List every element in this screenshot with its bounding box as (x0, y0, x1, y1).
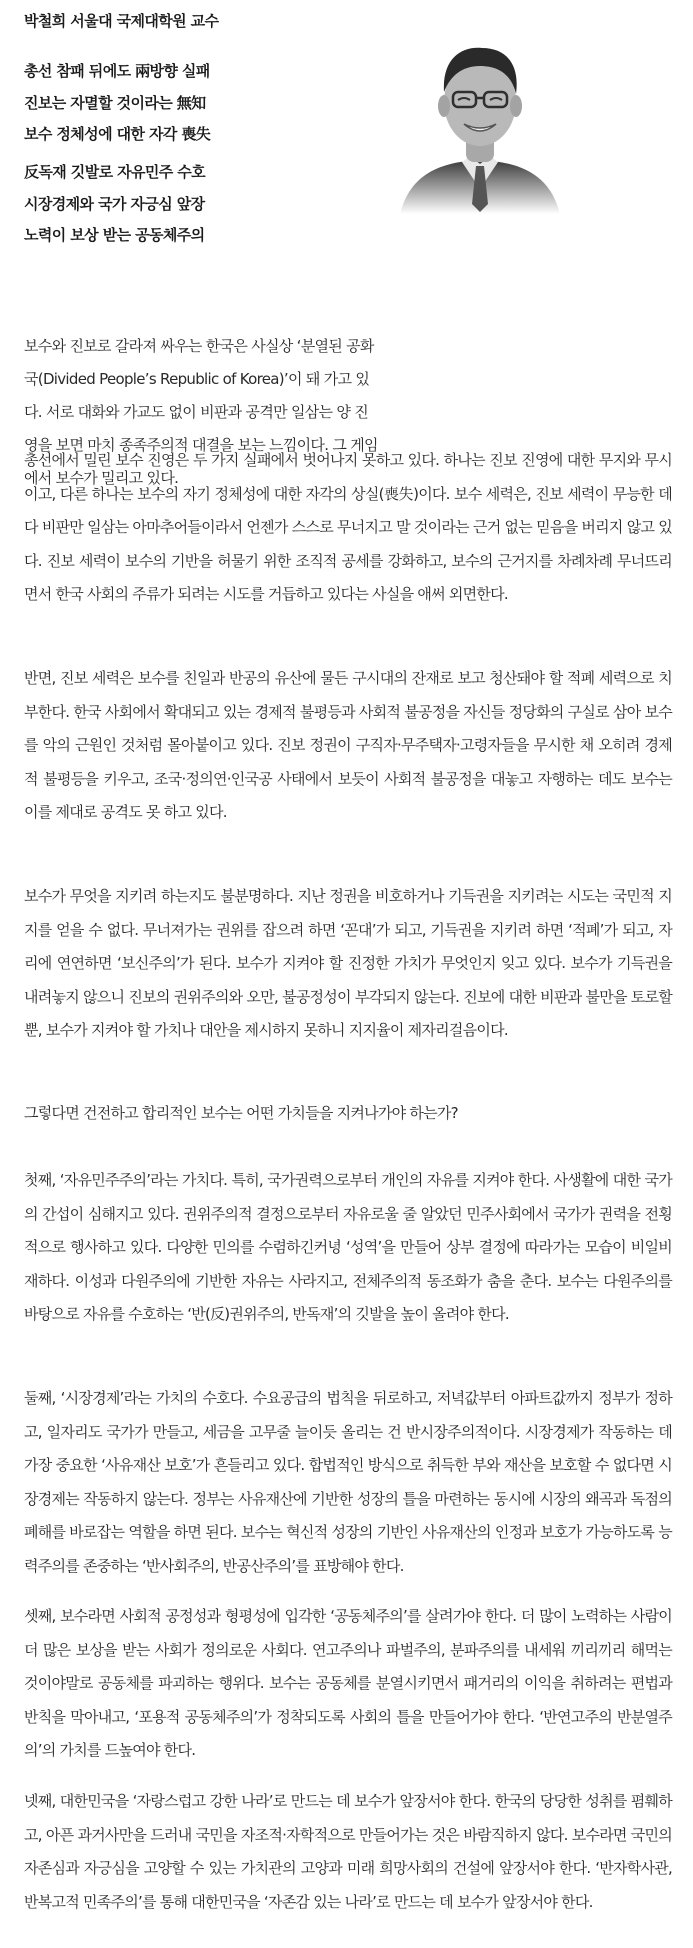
author-portrait (390, 14, 570, 214)
body-paragraph: 반면, 진보 세력은 보수를 친일과 반공의 유산에 물든 구시대의 잔재로 보고 청산돼야 할 적폐 세력으로 치부한다. 한국 사회에서 확대되고 있는 경제적 불평등과 사회적 불공정을 자신들 정당화의 구실로 삼아 보수를 악의 근원인 것처럼 몰아붙이고 있다. 진보 정권이 구직자·무주택자·고령자들을 무시한 채 오히려 경제적 불평등을 키우고, 조국·정의연·인국공 사태에서 보듯이 사회적 불공정을 대놓고 자행하는 데도 보수는 이를 제대로 공격도 못 하고 있다. (24, 669, 672, 821)
subheading-block-2 (24, 157, 205, 252)
subheading-line: 노력이 보상 받는 공동체주의 (24, 226, 205, 244)
body-paragraph: 셋째, 보수라면 사회적 공정성과 형평성에 입각한 ‘공동체주의’를 살려가야 한다. 더 많이 노력하는 사람이 더 많은 보상을 받는 사회가 정의로운 사회다. 연고주의나 파벌주의, 분파주의를 내세워 끼리끼리 해먹는 것이야말로 공동체를 파괴하는 행위다. 보수는 공동체를 분열시키면서 패거리의 이익을 취하려는 편법과 반칙을 막아내고, ‘포용적 공동체주의’가 정착되도록 사회의 틀을 만들어가야 한다. ‘반연고주의 반분열주의’의 가치를 드높여야 한다. (24, 1607, 672, 1759)
body-paragraph: 총선에서 밀린 보수 진영은 두 가지 실패에서 벗어나지 못하고 있다. 하나는 진보 진영에 대한 무지와 무시이고, 다른 하나는 보수의 자기 정체성에 대한 자각의 상실(喪失)이다. 보수 세력은, 진보 세력이 무능한 데다 비판만 일삼는 아마추어들이라서 언젠가 스스로 무너지고 말 것이라는 근거 없는 믿음을 버리지 않고 있다. 진보 세력이 보수의 기반을 허물기 위한 조직적 공세를 강화하고, 보수의 근거지를 차례차례 무너뜨리면서 한국 사회의 주류가 되려는 시도를 거듭하고 있다는 사실을 애써 외면한다. (24, 451, 672, 603)
body-paragraph: 둘째, ‘시장경제’라는 가치의 수호다. 수요공급의 법칙을 뒤로하고, 저녁값부터 아파트값까지 정부가 정하고, 일자리도 국가가 만들고, 세금을 고무줄 늘이듯 올리는 건 반시장주의적이다. 시장경제가 작동하는 데 가장 중요한 ‘사유재산 보호’가 흔들리고 있다. 합법적인 방식으로 취득한 부와 재산을 보호할 수 없다면 시장경제는 작동하지 않는다. 정부는 사유재산에 기반한 성장의 틀을 마련하는 동시에 시장의 왜곡과 독점의 폐해를 바로잡는 역할을 하면 된다. 보수는 혁신적 성장의 기반인 사유재산의 인정과 보호가 가능하도록 능력주의를 존중하는 ‘반사회주의, 반공산주의’를 표방해야 한다. (24, 1389, 672, 1575)
subheading-block-1 (24, 56, 210, 151)
author-byline: 박철희 서울대 국제대학원 교수 (24, 12, 219, 30)
subheading-line: 시장경제와 국가 자긍심 앞장 (24, 194, 205, 213)
body-paragraph: 그렇다면 건전하고 합리적인 보수는 어떤 가치들을 지켜나가야 하는가? (24, 1104, 458, 1122)
subheading-line: 총선 참패 뒤에도 兩방향 실패 (24, 62, 210, 80)
subheading-line: 진보는 자멸할 것이라는 無知 (24, 93, 206, 112)
subheading-line: 反독재 깃발로 자유민주 수호 (24, 163, 206, 181)
body-paragraph: 첫째, ‘자유민주주의’라는 가치다. 특히, 국가권력으로부터 개인의 자유를 지켜야 한다. 사생활에 대한 국가의 간섭이 심해지고 있다. 권위주의적 결정으로부터 자유로울 줄 알았던 민주사회에서 국가가 권력을 전횡적으로 행사하고 있다. 다양한 민의를 수렴하긴커녕 ‘성역’을 만들어 상부 결정에 따라가는 모습이 비일비재하다. 이성과 다원주의에 기반한 자유는 사라지고, 전체주의적 동조화가 춤을 춘다. 보수는 다원주의를 바탕으로 자유를 수호하는 ‘반(反)권위주의, 반독재’의 깃발을 높이 올려야 한다. (24, 1171, 672, 1323)
body-paragraph: 넷째, 대한민국을 ‘자랑스럽고 강한 나라’로 만드는 데 보수가 앞장서야 한다. 한국의 당당한 성취를 폄훼하고, 아픈 과거사만을 드러내 국민을 자조적·자학적으로 만들어가는 것은 바람직하지 않다. 보수라면 국민의 자존심과 자긍심을 고양할 수 있는 가치관의 고양과 미래 희망사회의 건설에 앞장서야 한다. ‘반자학사관, 반복고적 민족주의’를 통해 대한민국을 ‘자존감 있는 나라’로 만드는 데 보수가 앞장서야 한다. (24, 1792, 672, 1911)
subheading-line: 보수 정체성에 대한 자각 喪失 (24, 125, 211, 143)
body-paragraph: 보수가 무엇을 지키려 하는지도 불분명하다. 지난 정권을 비호하거나 기득권을 지키려는 시도는 국민적 지지를 얻을 수 없다. 무너져가는 권위를 잡으려 하면 ‘꼰대’가 되고, 기득권을 지키려 하면 ‘적폐’가 되고, 자리에 연연하면 ‘보신주의’가 된다. 보수가 지켜야 할 진정한 가치가 무엇인지 잊고 있다. 보수가 기득권을 내려놓지 않으니 진보의 권위주의와 오만, 불공정성이 부각되지 않는다. 진보에 대한 비판과 불만을 토로할 뿐, 보수가 지켜야 할 가치나 대안을 제시하지 못하니 지지율이 제자리걸음이다. (24, 887, 672, 1039)
lead-paragraph: 보수와 진보로 갈라져 싸우는 한국은 사실상 ‘분열된 공화국(Divided People’s Republic of Korea)’이 돼 가고 있다. 서로 대화와 가교도 없이 비판과 공격만 일삼는 양 진영을 보면 마치 종족주의적 대결을 보는 느낌이다. 그 게임에서 보수가 밀리고 있다. (24, 337, 378, 487)
